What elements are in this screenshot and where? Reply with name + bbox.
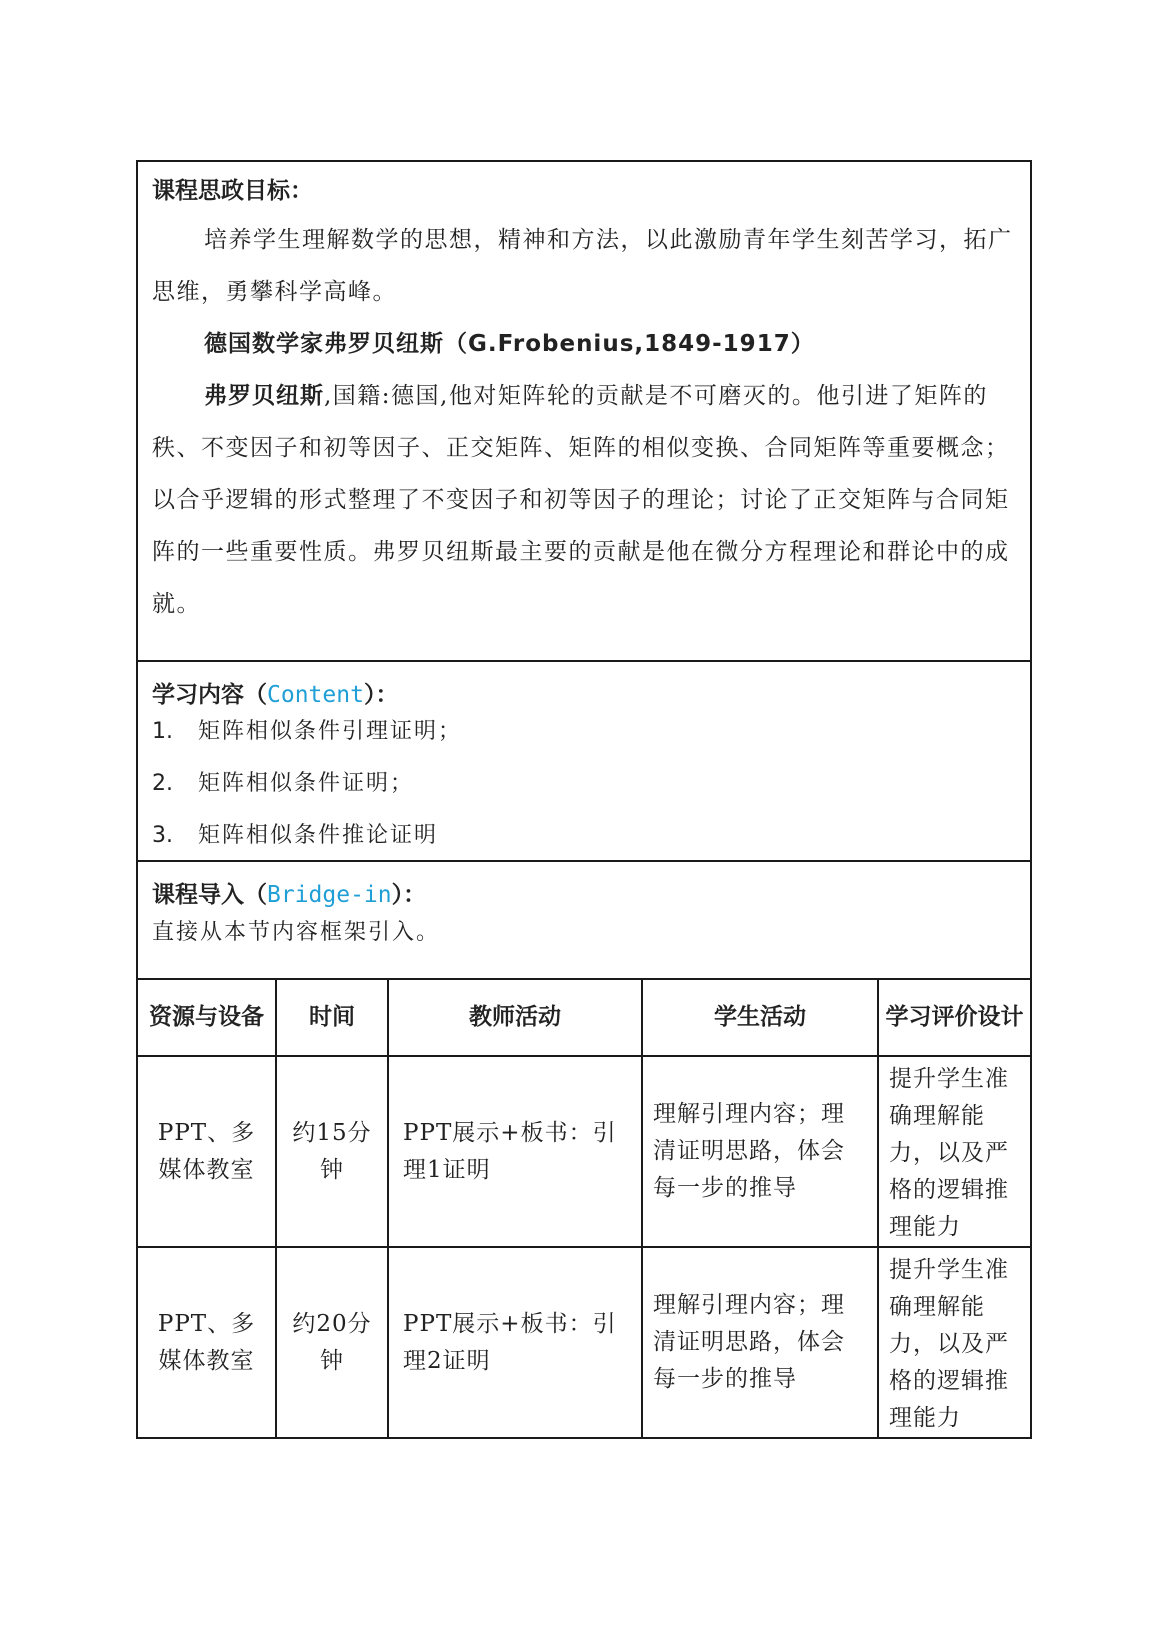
- ideology-intro: 培养学生理解数学的思想，精神和方法，以此激励青年学生刻苦学习，拓广思维，勇攀科学高峰。: [152, 227, 1013, 305]
- header-evaluation: 学习评价设计: [878, 980, 1030, 1056]
- list-item: [152, 758, 1016, 810]
- content-list: [152, 706, 1016, 862]
- lesson-plan-sheet: [136, 160, 1032, 1439]
- cell-resource: PPT、多媒体教室: [138, 1056, 276, 1247]
- table-row: [138, 1056, 1030, 1247]
- ideology-title: 课程思政目标：: [152, 178, 313, 204]
- table-header-row: [138, 980, 1030, 1056]
- content-title-end: ）：: [363, 682, 399, 708]
- list-item-number: 3.: [152, 823, 173, 848]
- frobenius-bio: [152, 370, 1016, 630]
- list-item: [152, 810, 1016, 862]
- content-section: [138, 662, 1030, 862]
- bridge-section: [138, 862, 1030, 980]
- header-student: 学生活动: [642, 980, 878, 1056]
- list-item-text: 矩阵相似条件引理证明；: [198, 719, 463, 744]
- cell-student: 理解引理内容；理清证明思路，体会每一步的推导: [642, 1247, 878, 1437]
- cell-student: 理解引理内容；理清证明思路，体会每一步的推导: [642, 1056, 878, 1247]
- list-item-number: 2.: [152, 771, 173, 796]
- table-row: [138, 1247, 1030, 1437]
- list-item-number: 1.: [152, 719, 173, 744]
- bridge-title-end: ）：: [391, 882, 427, 908]
- list-item: [152, 706, 1016, 758]
- content-title-cn: 学习内容（: [152, 682, 267, 708]
- cell-time: 约20分钟: [276, 1247, 388, 1437]
- frobenius-bio-text: ,国籍:德国,他对矩阵轮的贡献是不可磨灭的。他引进了矩阵的秩、不变因子和初等因子、正交矩阵、矩阵的相似变换、合同矩阵等重要概念；以合乎逻辑的形式整理了不变因子和初等因子的理论；讨论了正交矩阵与合同矩阵的一些重要性质。弗罗贝纽斯最主要的贡献是他在微分方程理论和群论中的成就。: [152, 383, 1010, 617]
- cell-teacher: PPT展示+板书：引理1证明: [388, 1056, 642, 1247]
- frobenius-heading: 德国数学家弗罗贝纽斯（G.Frobenius,1849-1917）: [204, 331, 815, 357]
- cell-evaluation: 提升学生准确理解能力，以及严格的逻辑推理能力: [878, 1056, 1030, 1247]
- cell-resource: PPT、多媒体教室: [138, 1247, 276, 1437]
- frobenius-name: 弗罗贝纽斯: [204, 383, 324, 409]
- header-resource: 资源与设备: [138, 980, 276, 1056]
- bridge-title: [152, 880, 1016, 910]
- bridge-title-en: Bridge-in: [267, 882, 392, 908]
- list-item-text: 矩阵相似条件证明；: [198, 771, 415, 796]
- content-title-en: Content: [267, 682, 364, 708]
- cell-time: 约15分钟: [276, 1056, 388, 1247]
- cell-teacher: PPT展示+板书：引理2证明: [388, 1247, 642, 1437]
- cell-evaluation: 提升学生准确理解能力，以及严格的逻辑推理能力: [878, 1247, 1030, 1437]
- list-item-text: 矩阵相似条件推论证明: [198, 823, 439, 848]
- bridge-text: 直接从本节内容框架引入。: [152, 920, 441, 945]
- ideology-section: [138, 162, 1030, 662]
- activity-table: [138, 980, 1030, 1437]
- bridge-title-cn: 课程导入（: [152, 882, 267, 908]
- header-teacher: 教师活动: [388, 980, 642, 1056]
- header-time: 时间: [276, 980, 388, 1056]
